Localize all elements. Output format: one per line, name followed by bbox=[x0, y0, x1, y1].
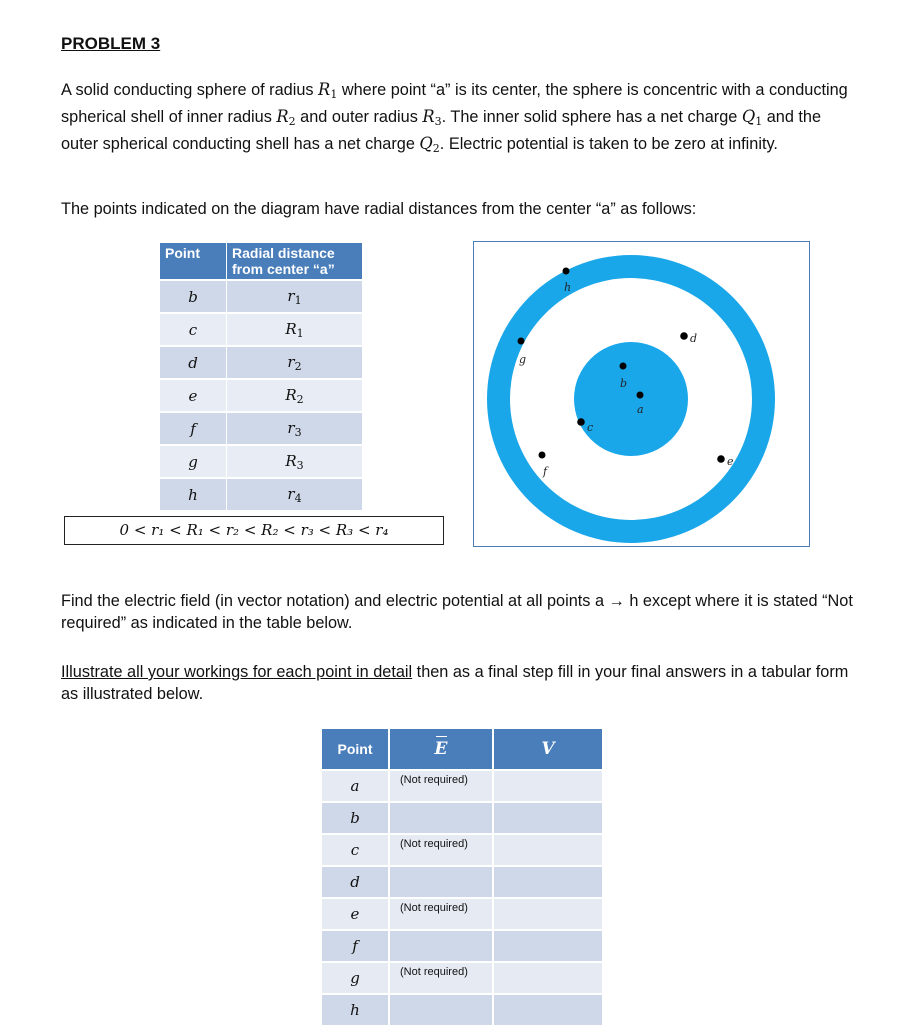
answer-row bbox=[322, 962, 603, 994]
answer-row bbox=[322, 930, 603, 962]
sphere-diagram-svg bbox=[474, 242, 809, 546]
answer-point: f bbox=[322, 930, 389, 962]
label-b: b bbox=[620, 377, 628, 390]
radial-row bbox=[160, 379, 363, 412]
radial-row bbox=[160, 313, 363, 346]
radius-inequality: 0 < r₁ < R₁ < r₂ < R₂ < r₃ < R₃ < r₄ bbox=[64, 516, 444, 545]
answer-field[interactable]: (Not required) bbox=[389, 834, 493, 866]
label-c: c bbox=[587, 421, 594, 434]
point-a-dot bbox=[637, 392, 644, 399]
row-point: e bbox=[160, 379, 227, 412]
row-point: g bbox=[160, 445, 227, 478]
row-distance: $R_3$ bbox=[227, 445, 363, 478]
answer-point: b bbox=[322, 802, 389, 834]
radial-row bbox=[160, 346, 363, 379]
radial-row bbox=[160, 412, 363, 445]
radial-row bbox=[160, 478, 363, 510]
label-g: g bbox=[519, 353, 527, 366]
col-potential: V bbox=[493, 729, 603, 770]
answer-potential[interactable] bbox=[493, 994, 603, 1025]
row-distance: $r_3$ bbox=[227, 412, 363, 445]
answer-potential[interactable] bbox=[493, 770, 603, 802]
answer-potential[interactable] bbox=[493, 898, 603, 930]
inner-sphere bbox=[574, 342, 688, 456]
answer-potential[interactable] bbox=[493, 802, 603, 834]
answer-row bbox=[322, 834, 603, 866]
illustrate-instruction: Illustrate all your workings for each point in detail then as a final step fill in your final answers in a tabular form as illustrated below. bbox=[61, 663, 849, 703]
col-radial-distance: Radial distance from center “a” bbox=[227, 243, 363, 280]
row-distance: $R_2$ bbox=[227, 379, 363, 412]
point-b-dot bbox=[620, 363, 627, 370]
point-d-dot bbox=[680, 332, 688, 340]
answer-potential[interactable] bbox=[493, 834, 603, 866]
point-e-dot bbox=[717, 455, 725, 463]
row-point: b bbox=[160, 280, 227, 313]
label-e: e bbox=[727, 455, 734, 468]
answer-point: d bbox=[322, 866, 389, 898]
col-point: Point bbox=[160, 243, 227, 280]
answer-field[interactable] bbox=[389, 994, 493, 1025]
answer-row bbox=[322, 802, 603, 834]
answer-point: g bbox=[322, 962, 389, 994]
row-point: h bbox=[160, 478, 227, 510]
answer-row bbox=[322, 866, 603, 898]
answer-potential[interactable] bbox=[493, 930, 603, 962]
answer-point: c bbox=[322, 834, 389, 866]
answer-point: e bbox=[322, 898, 389, 930]
point-h-dot bbox=[563, 268, 570, 275]
answer-row bbox=[322, 994, 603, 1025]
answer-field[interactable] bbox=[389, 802, 493, 834]
row-point: d bbox=[160, 346, 227, 379]
answer-potential[interactable] bbox=[493, 866, 603, 898]
point-f-dot bbox=[539, 452, 546, 459]
answer-field[interactable]: (Not required) bbox=[389, 898, 493, 930]
answer-point: h bbox=[322, 994, 389, 1025]
row-point: f bbox=[160, 412, 227, 445]
find-instruction: Find the electric field (in vector notation) and electric potential at all points a → h except where it is stated “Not required” as indicated in the table below. bbox=[61, 592, 853, 632]
answer-point: a bbox=[322, 770, 389, 802]
answer-row bbox=[322, 770, 603, 802]
sphere-diagram bbox=[473, 241, 810, 547]
answer-row bbox=[322, 898, 603, 930]
answer-field[interactable] bbox=[389, 930, 493, 962]
label-a: a bbox=[637, 403, 644, 416]
row-distance: $r_2$ bbox=[227, 346, 363, 379]
row-distance: $R_1$ bbox=[227, 313, 363, 346]
point-c-dot bbox=[577, 418, 585, 426]
points-intro: The points indicated on the diagram have radial distances from the center “a” as follows: bbox=[61, 200, 697, 218]
row-point: c bbox=[160, 313, 227, 346]
problem-statement: A solid conducting sphere of radius $R_1$ where point “a” is its center, the sphere is concentric with a conducting spherical shell of inner radius $R_2$ and outer radius $R_3$. The inner solid sphere has a net charge $Q_1$ and the outer spherical conducting shell has a net charge $Q_2$. Electric potential is taken to be zero at infinity. bbox=[61, 80, 848, 155]
label-d: d bbox=[690, 332, 698, 345]
answer-table bbox=[322, 729, 604, 1025]
answer-potential[interactable] bbox=[493, 962, 603, 994]
row-distance: $r_1$ bbox=[227, 280, 363, 313]
answer-field[interactable] bbox=[389, 866, 493, 898]
col-electric-field: E bbox=[389, 729, 493, 770]
row-distance: $r_4$ bbox=[227, 478, 363, 510]
radial-row bbox=[160, 445, 363, 478]
col-point: Point bbox=[322, 729, 389, 770]
label-f: f bbox=[543, 465, 548, 478]
answer-field[interactable]: (Not required) bbox=[389, 770, 493, 802]
answer-field[interactable]: (Not required) bbox=[389, 962, 493, 994]
problem-title: PROBLEM 3 bbox=[61, 34, 161, 53]
point-g-dot bbox=[518, 338, 525, 345]
radial-distance-table bbox=[160, 243, 363, 510]
radial-row bbox=[160, 280, 363, 313]
label-h: h bbox=[564, 281, 572, 294]
